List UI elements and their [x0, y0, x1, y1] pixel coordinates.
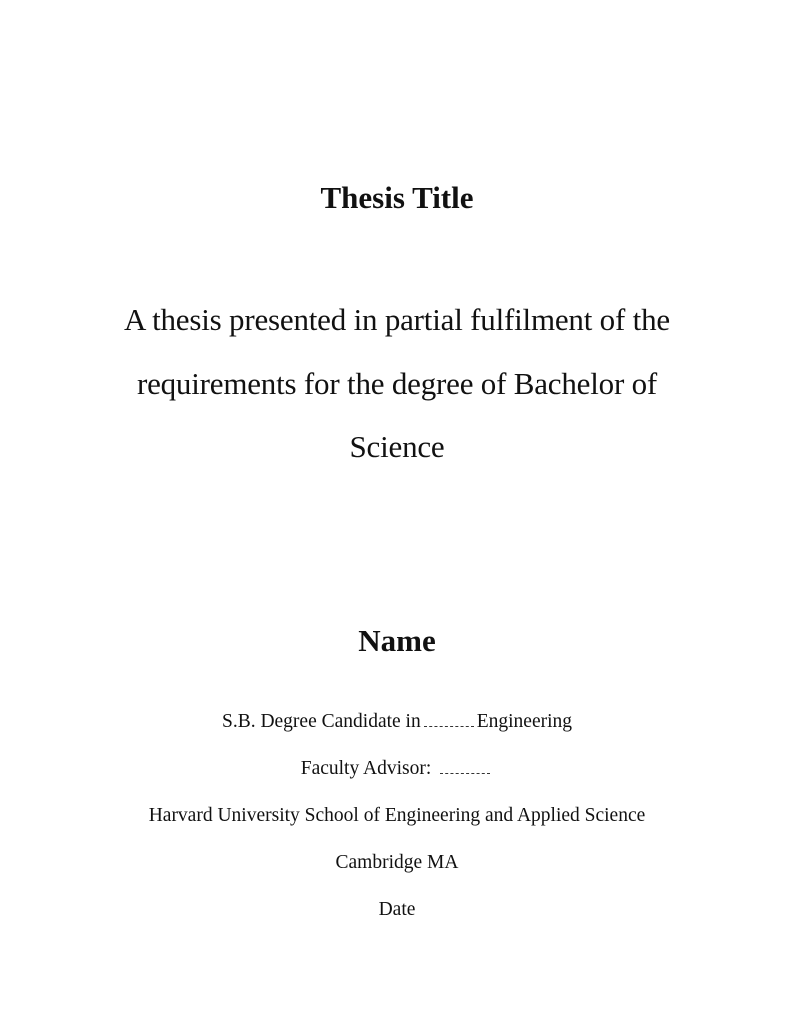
- degree-prefix: S.B. Degree Candidate in: [221, 711, 421, 732]
- date: Date: [378, 899, 416, 920]
- degree-suffix: Engineering: [476, 711, 573, 732]
- purpose-statement-line-3: Science: [349, 429, 445, 464]
- purpose-statement-line-2: requirements for the degree of Bachelor of: [136, 366, 658, 401]
- purpose-statement-line-1: A thesis presented in partial fulfilment of the: [124, 302, 670, 337]
- location: Cambridge MA: [335, 852, 459, 873]
- advisor-name-blank: [440, 757, 490, 774]
- advisor-line: [0, 757, 794, 781]
- thesis-title: Thesis Title: [320, 180, 474, 215]
- degree-line: [0, 710, 794, 734]
- degree-field-blank: [424, 710, 474, 727]
- author-name: Name: [358, 623, 436, 658]
- institution: Harvard University School of Engineering and Applied Science: [148, 805, 646, 826]
- advisor-label: Faculty Advisor:: [300, 758, 432, 779]
